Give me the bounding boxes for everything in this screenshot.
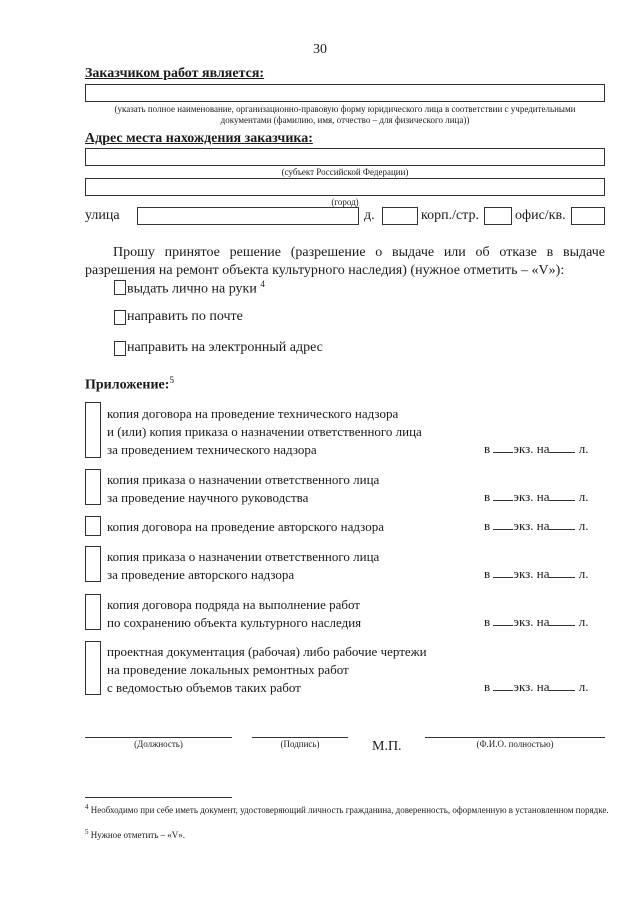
attachment-item-1	[107, 405, 477, 459]
footnote-separator	[85, 797, 232, 798]
copies-mid: экз. на	[513, 679, 550, 694]
footnote-4-text: Необходимо при себе иметь документ, удостоверяющий личность гражданина, доверенность, оформленную в установленном порядке.	[90, 805, 609, 815]
copies-mid: экз. на	[513, 441, 550, 456]
house-field[interactable]	[382, 207, 418, 225]
position-signature-line[interactable]	[85, 737, 232, 738]
copies-prefix: в	[484, 566, 491, 581]
copies-row-4	[484, 566, 609, 582]
name-label: (Ф.И.О. полностью)	[476, 739, 554, 749]
attachments-heading-sup: 5	[169, 375, 174, 385]
footnote-4-mark: 4	[85, 803, 89, 811]
attachment-line: копия договора подряда на выполнение работ	[107, 597, 360, 612]
copies-suffix: л.	[578, 566, 589, 581]
copies-mid: экз. на	[513, 518, 550, 533]
office-label: офис/кв.	[515, 208, 566, 223]
stamp-label: М.П.	[372, 739, 402, 754]
attachment-checkbox-3[interactable]	[85, 516, 101, 536]
attachment-line: с ведомостью объемов таких работ	[107, 680, 301, 695]
attachment-line: на проведение локальных ремонтных работ	[107, 662, 349, 677]
option-in-person-checkbox[interactable]	[114, 280, 126, 295]
attachment-line: копия договора на проведение авторского надзора	[107, 519, 385, 534]
copies-row-5	[484, 614, 609, 630]
copies-count-field[interactable]	[493, 679, 513, 691]
option-email-label: направить на электронный адрес	[127, 340, 323, 355]
attachment-checkbox-4[interactable]	[85, 546, 101, 582]
attachment-item-6	[107, 643, 477, 697]
option-email-checkbox[interactable]	[114, 341, 126, 356]
copies-row-2	[484, 489, 609, 505]
sheets-count-field[interactable]	[549, 679, 575, 691]
sheets-count-field[interactable]	[549, 441, 575, 453]
option-mail-label: направить по почте	[127, 309, 243, 324]
copies-prefix: в	[484, 441, 491, 456]
sign-label: (Подпись)	[280, 739, 320, 749]
copies-suffix: л.	[578, 679, 589, 694]
sheets-count-field[interactable]	[549, 614, 575, 626]
option-in-person	[127, 279, 265, 298]
city-field[interactable]	[85, 178, 605, 196]
attachment-item-2	[107, 471, 477, 507]
subject-hint: (субъект Российской Федерации)	[281, 167, 409, 177]
copies-prefix: в	[484, 614, 491, 629]
street-field[interactable]	[137, 207, 359, 225]
option-in-person-label: выдать лично на руки	[127, 281, 257, 297]
customer-heading: Заказчиком работ является:	[85, 66, 265, 81]
street-label: улица	[85, 208, 120, 223]
copies-suffix: л.	[578, 614, 589, 629]
request-text: Прошу принятое решение (разрешение о выдаче или об отказе в выдаче разрешения на ремонт объекта культурного наследия) (нужное отметить – «V»):	[85, 245, 605, 278]
copies-suffix: л.	[578, 518, 589, 533]
copies-row-1	[484, 441, 609, 457]
copies-suffix: л.	[578, 489, 589, 504]
copies-count-field[interactable]	[493, 489, 513, 501]
copies-mid: экз. на	[513, 566, 550, 581]
position-label: (Должность)	[134, 739, 183, 749]
sheets-count-field[interactable]	[549, 489, 575, 501]
attachment-line: за проведение научного руководства	[107, 490, 309, 505]
footnote-4	[85, 801, 610, 816]
attachment-line: за проведением технического надзора	[107, 442, 317, 457]
attachment-line: и (или) копия приказа о назначении ответственного лица	[107, 424, 422, 439]
attachment-checkbox-2[interactable]	[85, 469, 101, 505]
attachments-heading-text: Приложение:	[85, 377, 170, 393]
sheets-count-field[interactable]	[549, 566, 575, 578]
copies-count-field[interactable]	[493, 518, 513, 530]
attachment-item-3	[107, 518, 477, 536]
attachment-item-4	[107, 548, 477, 584]
office-field[interactable]	[571, 207, 605, 225]
attachment-line: копия приказа о назначении ответственного лица	[107, 549, 380, 564]
footnote-5-text: Нужное отметить – «V».	[90, 830, 186, 840]
house-label: д.	[364, 208, 375, 223]
copies-row-3	[484, 518, 609, 534]
sign-signature-line[interactable]	[252, 737, 348, 738]
copies-count-field[interactable]	[493, 566, 513, 578]
attachment-line: копия договора на проведение технического надзора	[107, 406, 399, 421]
page-number: 30	[313, 42, 327, 57]
subject-field[interactable]	[85, 148, 605, 166]
customer-hint: (указать полное наименование, организационно-правовую форму юридического лица в соответствии с учредительными документами (фамилию, имя, отчество – для физического лица))	[114, 104, 576, 125]
copies-count-field[interactable]	[493, 441, 513, 453]
building-label: корп./стр.	[421, 208, 479, 223]
copies-suffix: л.	[578, 441, 589, 456]
attachment-line: проектная документация (рабочая) либо рабочие чертежи	[107, 644, 427, 659]
attachment-checkbox-1[interactable]	[85, 402, 101, 458]
footnote-5	[85, 826, 610, 841]
sheets-count-field[interactable]	[549, 518, 575, 530]
city-hint: (город)	[331, 197, 359, 207]
name-signature-line[interactable]	[425, 737, 605, 738]
copies-mid: экз. на	[513, 489, 550, 504]
copies-prefix: в	[484, 489, 491, 504]
copies-mid: экз. на	[513, 614, 550, 629]
customer-name-field[interactable]	[85, 84, 605, 102]
attachment-checkbox-5[interactable]	[85, 594, 101, 630]
copies-prefix: в	[484, 679, 491, 694]
option-mail-checkbox[interactable]	[114, 310, 126, 325]
address-heading: Адрес места нахождения заказчика:	[85, 131, 313, 146]
attachment-item-5	[107, 596, 477, 632]
copies-row-6	[484, 679, 609, 695]
attachment-line: за проведение авторского надзора	[107, 567, 295, 582]
building-field[interactable]	[484, 207, 512, 225]
attachment-line: копия приказа о назначении ответственного лица	[107, 472, 380, 487]
option-in-person-sup: 4	[260, 279, 265, 289]
copies-count-field[interactable]	[493, 614, 513, 626]
attachment-checkbox-6[interactable]	[85, 641, 101, 695]
attachment-line: по сохранению объекта культурного наследия	[107, 615, 362, 630]
copies-prefix: в	[484, 518, 491, 533]
attachments-heading	[85, 375, 174, 394]
footnote-5-mark: 5	[85, 828, 89, 836]
